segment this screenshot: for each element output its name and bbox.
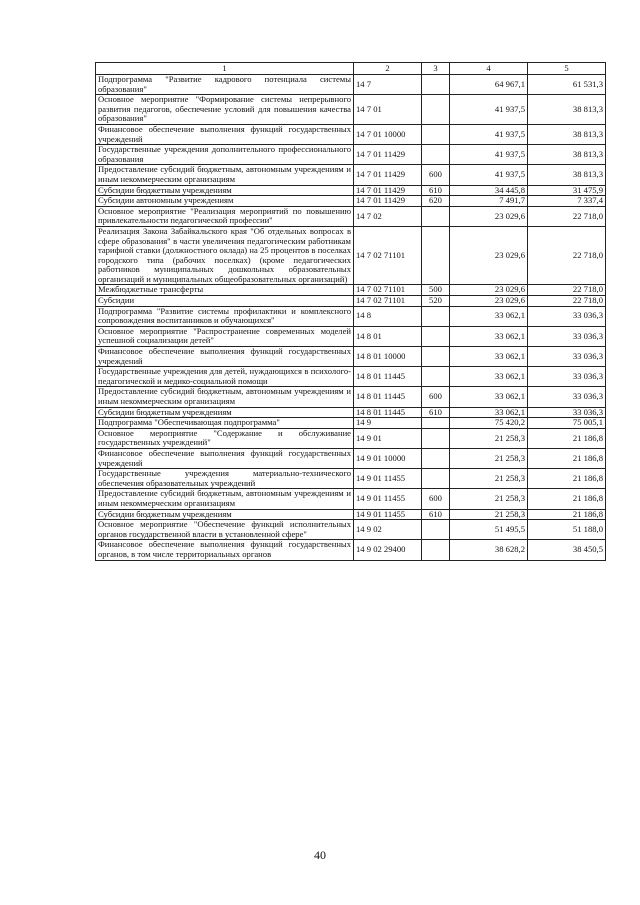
table-row	[96, 489, 606, 509]
row-expense-type-cell	[422, 145, 450, 165]
row-name-cell: Основное мероприятие "Обеспечение функций исполнительных органов государственной власти в установленной сфере"	[96, 520, 354, 540]
row-code-cell: 14 7 01 11429	[354, 196, 422, 207]
row-value-2-cell: 22 718,0	[528, 206, 606, 226]
header-col-3: 3	[422, 63, 450, 75]
table-row	[96, 124, 606, 144]
row-value-1-cell: 75 420,2	[450, 418, 528, 429]
row-expense-type-cell	[422, 428, 450, 448]
table-row	[96, 367, 606, 387]
header-col-4: 4	[450, 63, 528, 75]
row-name-cell: Финансовое обеспечение выполнения функций государственных учреждений	[96, 124, 354, 144]
row-name-cell: Государственные учреждения материально-технического обеспечения образовательных учреждений	[96, 469, 354, 489]
row-value-2-cell: 33 036,3	[528, 306, 606, 326]
row-expense-type-cell: 610	[422, 509, 450, 520]
budget-table	[95, 62, 606, 561]
row-expense-type-cell	[422, 469, 450, 489]
row-value-2-cell: 38 813,3	[528, 124, 606, 144]
row-expense-type-cell	[422, 540, 450, 560]
row-expense-type-cell: 520	[422, 296, 450, 307]
row-code-cell: 14 9 01 11455	[354, 469, 422, 489]
row-name-cell: Подпрограмма "Развитие кадрового потенциала системы образования"	[96, 75, 354, 95]
row-code-cell: 14 7 01 11429	[354, 145, 422, 165]
row-value-1-cell: 23 029,6	[450, 206, 528, 226]
row-name-cell: Финансовое обеспечение выполнения функций государственных учреждений	[96, 347, 354, 367]
header-col-5: 5	[528, 63, 606, 75]
row-expense-type-cell	[422, 95, 450, 125]
row-expense-type-cell	[422, 367, 450, 387]
row-expense-type-cell: 610	[422, 407, 450, 418]
table-body	[96, 75, 606, 561]
row-name-cell: Субсидии	[96, 296, 354, 307]
row-name-cell: Подпрограмма "Развитие системы профилактики и комплексного сопровождения воспитанников и обучающихся"	[96, 306, 354, 326]
row-value-2-cell: 22 718,0	[528, 296, 606, 307]
row-expense-type-cell: 610	[422, 185, 450, 196]
row-code-cell: 14 7 02	[354, 206, 422, 226]
row-code-cell: 14 9	[354, 418, 422, 429]
row-code-cell: 14 9 02	[354, 520, 422, 540]
row-value-2-cell: 33 036,3	[528, 407, 606, 418]
row-value-1-cell: 21 258,3	[450, 448, 528, 468]
row-code-cell: 14 9 01	[354, 428, 422, 448]
table-row	[96, 285, 606, 296]
row-expense-type-cell	[422, 418, 450, 429]
row-name-cell: Предоставление субсидий бюджетным, автономным учреждениям и иным некоммерческим организациям	[96, 165, 354, 185]
row-code-cell: 14 8 01 11445	[354, 407, 422, 418]
row-name-cell: Подпрограмма "Обеспечивающая подпрограмма"	[96, 418, 354, 429]
row-value-2-cell: 61 531,3	[528, 75, 606, 95]
row-value-2-cell: 21 186,8	[528, 448, 606, 468]
row-expense-type-cell	[422, 347, 450, 367]
row-code-cell: 14 7 02 71101	[354, 296, 422, 307]
row-code-cell: 14 7 02 71101	[354, 226, 422, 285]
row-expense-type-cell	[422, 326, 450, 346]
row-code-cell: 14 9 01 10000	[354, 448, 422, 468]
row-value-1-cell: 33 062,1	[450, 407, 528, 418]
row-value-1-cell: 33 062,1	[450, 367, 528, 387]
row-name-cell: Предоставление субсидий бюджетным, автономным учреждениям и иным некоммерческим организациям	[96, 489, 354, 509]
row-code-cell: 14 9 01 11455	[354, 489, 422, 509]
row-code-cell: 14 8 01 11445	[354, 367, 422, 387]
row-value-2-cell: 38 450,5	[528, 540, 606, 560]
row-value-2-cell: 33 036,3	[528, 326, 606, 346]
row-expense-type-cell: 600	[422, 489, 450, 509]
row-name-cell: Финансовое обеспечение выполнения функций государственных учреждений	[96, 448, 354, 468]
row-expense-type-cell	[422, 206, 450, 226]
row-name-cell: Субсидии бюджетным учреждениям	[96, 407, 354, 418]
row-expense-type-cell: 600	[422, 165, 450, 185]
row-name-cell: Реализация Закона Забайкальского края "Об отдельных вопросах в сфере образования" в части увеличения педагогическим работникам тарифной ставки (должностного оклада) на 25 процентов в поселках городского типа (рабочих поселках) (кроме педагогических работников муниципальных дошкольных образовательных организаций и муниципальных общеобразовательных организаций)	[96, 226, 354, 285]
row-code-cell: 14 8	[354, 306, 422, 326]
row-value-2-cell: 75 005,1	[528, 418, 606, 429]
row-value-1-cell: 41 937,5	[450, 124, 528, 144]
table-row	[96, 387, 606, 407]
row-value-1-cell: 33 062,1	[450, 306, 528, 326]
row-code-cell: 14 8 01	[354, 326, 422, 346]
row-value-2-cell: 21 186,8	[528, 509, 606, 520]
row-code-cell: 14 7	[354, 75, 422, 95]
table-row	[96, 206, 606, 226]
row-expense-type-cell	[422, 448, 450, 468]
row-value-1-cell: 64 967,1	[450, 75, 528, 95]
table-row	[96, 226, 606, 285]
table-row	[96, 185, 606, 196]
row-name-cell: Субсидии бюджетным учреждениям	[96, 509, 354, 520]
row-value-2-cell: 38 813,3	[528, 95, 606, 125]
row-code-cell: 14 8 01 10000	[354, 347, 422, 367]
row-name-cell: Государственные учреждения дополнительного профессионального образования	[96, 145, 354, 165]
table-row	[96, 418, 606, 429]
table-row	[96, 347, 606, 367]
row-value-2-cell: 22 718,0	[528, 226, 606, 285]
row-name-cell: Субсидии бюджетным учреждениям	[96, 185, 354, 196]
table-row	[96, 407, 606, 418]
row-value-1-cell: 33 062,1	[450, 347, 528, 367]
table-row	[96, 196, 606, 207]
table-row	[96, 428, 606, 448]
row-expense-type-cell: 620	[422, 196, 450, 207]
row-value-1-cell: 33 062,1	[450, 387, 528, 407]
row-code-cell: 14 7 01	[354, 95, 422, 125]
row-name-cell: Предоставление субсидий бюджетным, автономным учреждениям и иным некоммерческим организациям	[96, 387, 354, 407]
row-value-2-cell: 38 813,3	[528, 145, 606, 165]
row-value-1-cell: 41 937,5	[450, 95, 528, 125]
table-row	[96, 75, 606, 95]
row-value-2-cell: 7 337,4	[528, 196, 606, 207]
row-value-2-cell: 21 186,8	[528, 489, 606, 509]
row-value-2-cell: 38 813,3	[528, 165, 606, 185]
row-value-1-cell: 38 628,2	[450, 540, 528, 560]
table-row	[96, 306, 606, 326]
row-value-1-cell: 21 258,3	[450, 489, 528, 509]
table-row	[96, 520, 606, 540]
row-value-1-cell: 23 029,6	[450, 226, 528, 285]
row-value-2-cell: 31 475,9	[528, 185, 606, 196]
row-expense-type-cell	[422, 75, 450, 95]
row-value-2-cell: 33 036,3	[528, 387, 606, 407]
row-name-cell: Финансовое обеспечение выполнения функций государственных органов, в том числе территориальных органов	[96, 540, 354, 560]
row-code-cell: 14 8 01 11445	[354, 387, 422, 407]
row-code-cell: 14 7 01 10000	[354, 124, 422, 144]
header-col-1: 1	[96, 63, 354, 75]
header-col-2: 2	[354, 63, 422, 75]
row-name-cell: Субсидии автономным учреждениям	[96, 196, 354, 207]
row-expense-type-cell	[422, 520, 450, 540]
page-number: 40	[314, 848, 326, 862]
row-value-1-cell: 21 258,3	[450, 469, 528, 489]
row-value-2-cell: 21 186,8	[528, 428, 606, 448]
row-code-cell: 14 7 01 11429	[354, 165, 422, 185]
row-value-2-cell: 33 036,3	[528, 367, 606, 387]
row-name-cell: Основное мероприятие "Реализация мероприятий по повышению привлекательности педагогической профессии"	[96, 206, 354, 226]
row-name-cell: Основное мероприятие "Формирование системы непрерывного развития педагогов, обеспечение условий для повышения качества образования"	[96, 95, 354, 125]
row-value-2-cell: 51 188,0	[528, 520, 606, 540]
row-value-1-cell: 51 495,5	[450, 520, 528, 540]
row-code-cell: 14 9 01 11455	[354, 509, 422, 520]
table-header	[96, 63, 606, 75]
row-expense-type-cell: 600	[422, 387, 450, 407]
row-value-1-cell: 7 491,7	[450, 196, 528, 207]
row-name-cell: Межбюджетные трансферты	[96, 285, 354, 296]
row-value-1-cell: 23 029,6	[450, 285, 528, 296]
row-value-1-cell: 23 029,6	[450, 296, 528, 307]
row-value-1-cell: 41 937,5	[450, 145, 528, 165]
row-name-cell: Государственные учреждения для детей, нуждающихся в психолого-педагогической и медико-социальной помощи	[96, 367, 354, 387]
table-row	[96, 95, 606, 125]
row-value-1-cell: 34 445,8	[450, 185, 528, 196]
table-row	[96, 145, 606, 165]
row-code-cell: 14 9 02 29400	[354, 540, 422, 560]
row-value-1-cell: 33 062,1	[450, 326, 528, 346]
table-row	[96, 540, 606, 560]
table-row	[96, 448, 606, 468]
row-value-1-cell: 21 258,3	[450, 509, 528, 520]
row-code-cell: 14 7 01 11429	[354, 185, 422, 196]
table-row	[96, 165, 606, 185]
row-expense-type-cell	[422, 306, 450, 326]
row-value-2-cell: 22 718,0	[528, 285, 606, 296]
row-expense-type-cell: 500	[422, 285, 450, 296]
header-row	[96, 63, 606, 75]
table-row	[96, 326, 606, 346]
row-expense-type-cell	[422, 124, 450, 144]
row-value-1-cell: 21 258,3	[450, 428, 528, 448]
row-value-1-cell: 41 937,5	[450, 165, 528, 185]
row-name-cell: Основное мероприятие "Содержание и обслуживание государственных учреждений"	[96, 428, 354, 448]
row-name-cell: Основное мероприятие "Распространение современных моделей успешной социализации детей"	[96, 326, 354, 346]
row-value-2-cell: 33 036,3	[528, 347, 606, 367]
row-code-cell: 14 7 02 71101	[354, 285, 422, 296]
table-row	[96, 509, 606, 520]
row-value-2-cell: 21 186,8	[528, 469, 606, 489]
table-row	[96, 469, 606, 489]
table-row	[96, 296, 606, 307]
row-expense-type-cell	[422, 226, 450, 285]
